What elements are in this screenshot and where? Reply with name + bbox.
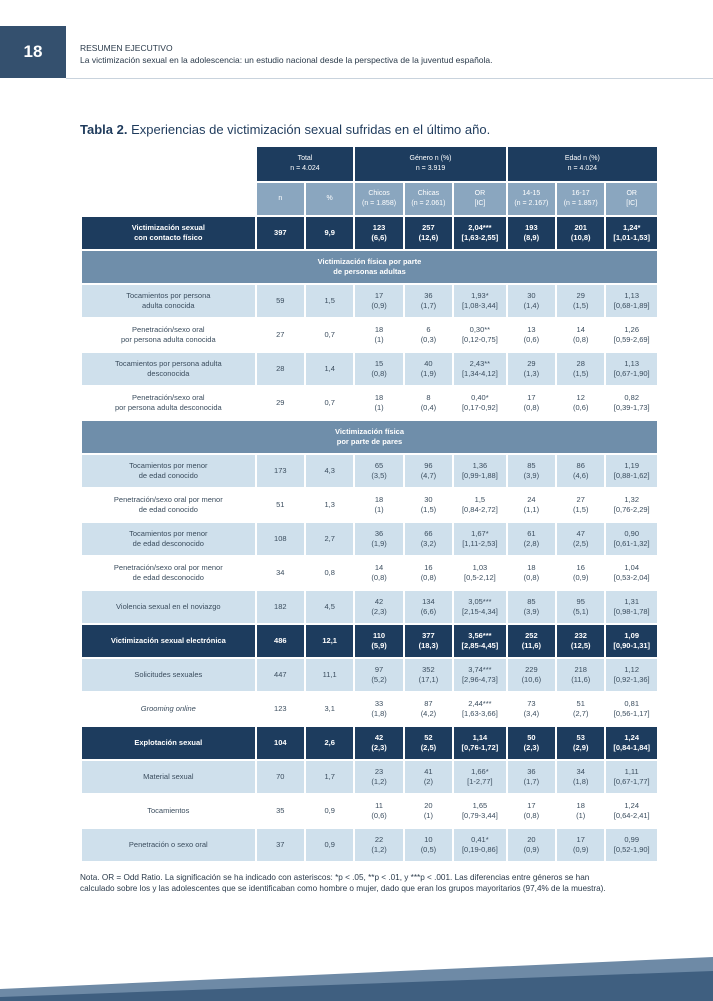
cell-total-pct: 1,3: [306, 489, 353, 521]
group-header-gender: Género n (%) n = 3.919: [355, 147, 505, 181]
cell-or-gender: 2,43** [1,34-4,12]: [454, 353, 506, 385]
cell-or-age: 1,24* [1,01-1,53]: [606, 217, 657, 249]
cell-age-16-17: 12 (0,6): [557, 387, 604, 419]
table-row: [82, 761, 657, 793]
cell-age-14-15: 30 (1,4): [508, 285, 555, 317]
cell-boys: 17 (0,9): [355, 285, 402, 317]
cell-boys: 33 (1,8): [355, 693, 402, 725]
cell-age-16-17: 16 (0,9): [557, 557, 604, 589]
cell-age-16-17: 53 (2,9): [557, 727, 604, 759]
cell-boys: 23 (1,2): [355, 761, 402, 793]
row-label: Tocamientos por persona adulta desconocida: [82, 353, 255, 385]
group-header-total: Total n = 4.024: [257, 147, 354, 181]
cell-age-16-17: 232 (12,5): [557, 625, 604, 657]
cell-total-n: 59: [257, 285, 304, 317]
cell-total-pct: 0,7: [306, 387, 353, 419]
table-row: [82, 455, 657, 487]
row-label: Penetración/sexo oral por persona adulta desconocida: [82, 387, 255, 419]
col-header-or-age: OR [IC]: [606, 183, 657, 215]
row-label: Penetración/sexo oral por menor de edad desconocido: [82, 557, 255, 589]
header-section-title: RESUMEN EJECUTIVO: [80, 43, 173, 53]
cell-girls: 20 (1): [405, 795, 452, 827]
cell-boys: 15 (0,8): [355, 353, 402, 385]
table-row: [82, 829, 657, 861]
cell-age-16-17: 86 (4,6): [557, 455, 604, 487]
running-header: [80, 42, 493, 66]
cell-boys: 42 (2,3): [355, 591, 402, 623]
cell-total-n: 28: [257, 353, 304, 385]
cell-age-16-17: 51 (2,7): [557, 693, 604, 725]
category-row: [82, 727, 657, 759]
cell-or-age: 1,11 [0,67-1,77]: [606, 761, 657, 793]
row-label: Victimización física por parte de personas adultas: [82, 251, 657, 283]
cell-age-14-15: 61 (2,8): [508, 523, 555, 555]
row-label: Penetración o sexo oral: [82, 829, 255, 861]
cell-age-14-15: 17 (0,8): [508, 795, 555, 827]
cell-or-gender: 1,93* [1,08-3,44]: [454, 285, 506, 317]
table-row: [82, 489, 657, 521]
cell-age-14-15: 18 (0,8): [508, 557, 555, 589]
cell-total-n: 29: [257, 387, 304, 419]
cell-age-16-17: 29 (1,5): [557, 285, 604, 317]
cell-boys: 22 (1,2): [355, 829, 402, 861]
cell-total-pct: 3,1: [306, 693, 353, 725]
cell-total-n: 35: [257, 795, 304, 827]
cell-or-age: 0,82 [0,39-1,73]: [606, 387, 657, 419]
cell-girls: 352 (17,1): [405, 659, 452, 691]
cell-or-gender: 1,5 [0,84-2,72]: [454, 489, 506, 521]
cell-or-age: 1,09 [0,90-1,31]: [606, 625, 657, 657]
cell-boys: 97 (5,2): [355, 659, 402, 691]
cell-total-pct: 1,7: [306, 761, 353, 793]
row-label: Penetración/sexo oral por persona adulta conocida: [82, 319, 255, 351]
table-title: [80, 122, 490, 137]
cell-girls: 40 (1,9): [405, 353, 452, 385]
col-header-age-16-17: 16-17 (n = 1.857): [557, 183, 604, 215]
cell-or-gender: 3,74*** [2,96-4,73]: [454, 659, 506, 691]
cell-age-14-15: 29 (1,3): [508, 353, 555, 385]
cell-boys: 36 (1,9): [355, 523, 402, 555]
cell-boys: 18 (1): [355, 319, 402, 351]
col-header-age-14-15: 14-15 (n = 2.167): [508, 183, 555, 215]
cell-girls: 10 (0,5): [405, 829, 452, 861]
cell-age-14-15: 36 (1,7): [508, 761, 555, 793]
cell-age-16-17: 17 (0,9): [557, 829, 604, 861]
col-header-girls: Chicas (n = 2.061): [405, 183, 452, 215]
cell-total-n: 173: [257, 455, 304, 487]
cell-girls: 30 (1,5): [405, 489, 452, 521]
cell-age-14-15: 85 (3,9): [508, 591, 555, 623]
table-row: [82, 353, 657, 385]
footer-decoration: [0, 953, 713, 1001]
subcategory-row: [82, 251, 657, 283]
column-header-row: [82, 183, 657, 215]
category-row: [82, 217, 657, 249]
cell-total-n: 51: [257, 489, 304, 521]
cell-or-age: 1,04 [0,53-2,04]: [606, 557, 657, 589]
row-label: Victimización sexual electrónica: [82, 625, 255, 657]
cell-or-gender: 0,41* [0,19-0,86]: [454, 829, 506, 861]
col-header-boys: Chicos (n = 1.858): [355, 183, 402, 215]
cell-boys: 123 (6,6): [355, 217, 402, 249]
row-label: Explotación sexual: [82, 727, 255, 759]
table-title-text: Experiencias de victimización sexual sufridas en el último año.: [127, 122, 491, 137]
table-row: [82, 557, 657, 589]
cell-total-pct: 11,1: [306, 659, 353, 691]
header-document-title: La victimización sexual en la adolescencia: un estudio nacional desde la perspectiva de la juventud española.: [80, 55, 493, 65]
table-row: [82, 319, 657, 351]
cell-or-age: 1,13 [0,68-1,89]: [606, 285, 657, 317]
cell-total-pct: 12,1: [306, 625, 353, 657]
table-row: [82, 285, 657, 317]
cell-total-n: 182: [257, 591, 304, 623]
cell-girls: 52 (2,5): [405, 727, 452, 759]
cell-girls: 16 (0,8): [405, 557, 452, 589]
cell-or-age: 1,12 [0,92-1,36]: [606, 659, 657, 691]
cell-or-age: 1,26 [0,59-2,69]: [606, 319, 657, 351]
cell-total-n: 37: [257, 829, 304, 861]
cell-total-pct: 4,3: [306, 455, 353, 487]
table-note: Nota. OR = Odd Ratio. La significación se ha indicado con asteriscos: *p < .05, **p < .01, y ***p < .001. Las diferencias entre géneros se han calculado sobre los y las adolescentes que se identificaban como hombre o mujer, dado que eran los grupos mayoritarios (97,4% de la muestra).: [80, 873, 606, 893]
cell-total-pct: 0,8: [306, 557, 353, 589]
cell-age-14-15: 20 (0,9): [508, 829, 555, 861]
cell-boys: 42 (2,3): [355, 727, 402, 759]
cell-or-age: 1,13 [0,67-1,90]: [606, 353, 657, 385]
header-divider: [66, 78, 713, 79]
cell-age-14-15: 17 (0,8): [508, 387, 555, 419]
table-row: [82, 591, 657, 623]
cell-total-pct: 0,9: [306, 795, 353, 827]
row-label: Tocamientos: [82, 795, 255, 827]
cell-total-n: 104: [257, 727, 304, 759]
cell-age-14-15: 193 (8,9): [508, 217, 555, 249]
cell-total-pct: 1,5: [306, 285, 353, 317]
row-label: Grooming online: [82, 693, 255, 725]
cell-total-n: 70: [257, 761, 304, 793]
row-label: Tocamientos por menor de edad conocido: [82, 455, 255, 487]
table-row: [82, 523, 657, 555]
category-row: [82, 625, 657, 657]
cell-age-14-15: 13 (0,6): [508, 319, 555, 351]
cell-girls: 6 (0,3): [405, 319, 452, 351]
cell-or-gender: 1,66* [1-2,77]: [454, 761, 506, 793]
row-label: Victimización sexual con contacto físico: [82, 217, 255, 249]
cell-total-pct: 0,9: [306, 829, 353, 861]
cell-age-14-15: 252 (11,6): [508, 625, 555, 657]
cell-age-16-17: 18 (1): [557, 795, 604, 827]
cell-or-gender: 1,67* [1,11-2,53]: [454, 523, 506, 555]
cell-or-age: 1,32 [0,76-2,29]: [606, 489, 657, 521]
cell-or-gender: 1,36 [0,99-1,88]: [454, 455, 506, 487]
cell-age-14-15: 229 (10,6): [508, 659, 555, 691]
cell-age-14-15: 73 (3,4): [508, 693, 555, 725]
cell-total-pct: 1,4: [306, 353, 353, 385]
cell-total-n: 447: [257, 659, 304, 691]
cell-girls: 8 (0,4): [405, 387, 452, 419]
subcategory-row: [82, 421, 657, 453]
cell-boys: 11 (0,6): [355, 795, 402, 827]
cell-or-age: 0,90 [0,61-1,32]: [606, 523, 657, 555]
cell-or-gender: 3,56*** [2,85-4,45]: [454, 625, 506, 657]
cell-or-gender: 2,44*** [1,63-3,66]: [454, 693, 506, 725]
cell-total-n: 108: [257, 523, 304, 555]
cell-boys: 18 (1): [355, 489, 402, 521]
cell-total-n: 34: [257, 557, 304, 589]
cell-or-gender: 3,05*** [2,15-4,34]: [454, 591, 506, 623]
cell-girls: 41 (2): [405, 761, 452, 793]
cell-girls: 96 (4,7): [405, 455, 452, 487]
cell-total-pct: 0,7: [306, 319, 353, 351]
cell-or-age: 0,81 [0,56-1,17]: [606, 693, 657, 725]
cell-or-gender: 0,40* [0,17-0,92]: [454, 387, 506, 419]
cell-age-16-17: 14 (0,8): [557, 319, 604, 351]
cell-total-n: 486: [257, 625, 304, 657]
cell-age-16-17: 218 (11,6): [557, 659, 604, 691]
cell-total-n: 123: [257, 693, 304, 725]
cell-age-14-15: 85 (3,9): [508, 455, 555, 487]
cell-age-16-17: 95 (5,1): [557, 591, 604, 623]
cell-boys: 65 (3,5): [355, 455, 402, 487]
cell-or-age: 1,24 [0,84-1,84]: [606, 727, 657, 759]
cell-age-16-17: 28 (1,5): [557, 353, 604, 385]
col-header-or-gender: OR [IC]: [454, 183, 506, 215]
cell-or-age: 1,19 [0,88-1,62]: [606, 455, 657, 487]
cell-or-age: 0,99 [0,52-1,90]: [606, 829, 657, 861]
row-label: Material sexual: [82, 761, 255, 793]
cell-or-age: 1,31 [0,98-1,78]: [606, 591, 657, 623]
row-label: Tocamientos por persona adulta conocida: [82, 285, 255, 317]
cell-girls: 377 (18,3): [405, 625, 452, 657]
cell-total-pct: 4,5: [306, 591, 353, 623]
cell-age-16-17: 27 (1,5): [557, 489, 604, 521]
cell-or-gender: 1,03 [0,5-2,12]: [454, 557, 506, 589]
col-header-n: n: [257, 183, 304, 215]
row-label: Victimización física por parte de pares: [82, 421, 657, 453]
cell-total-n: 27: [257, 319, 304, 351]
col-header-pct: %: [306, 183, 353, 215]
group-header-age: Edad n (%) n = 4.024: [508, 147, 657, 181]
table-title-label: Tabla 2.: [80, 122, 128, 137]
cell-or-gender: 1,14 [0,76-1,72]: [454, 727, 506, 759]
cell-age-14-15: 50 (2,3): [508, 727, 555, 759]
cell-age-16-17: 34 (1,8): [557, 761, 604, 793]
cell-girls: 257 (12,6): [405, 217, 452, 249]
group-header-row: [82, 147, 657, 181]
cell-boys: 14 (0,8): [355, 557, 402, 589]
cell-total-pct: 2,7: [306, 523, 353, 555]
table-row: [82, 659, 657, 691]
row-label: Violencia sexual en el noviazgo: [82, 591, 255, 623]
page-number: 18: [0, 26, 66, 78]
cell-age-14-15: 24 (1,1): [508, 489, 555, 521]
cell-girls: 87 (4,2): [405, 693, 452, 725]
cell-girls: 66 (3,2): [405, 523, 452, 555]
cell-age-16-17: 47 (2,5): [557, 523, 604, 555]
cell-total-n: 397: [257, 217, 304, 249]
cell-boys: 110 (5,9): [355, 625, 402, 657]
cell-or-age: 1,24 [0,64-2,41]: [606, 795, 657, 827]
table-row: [82, 795, 657, 827]
cell-girls: 36 (1,7): [405, 285, 452, 317]
cell-girls: 134 (6,6): [405, 591, 452, 623]
cell-or-gender: 2,04*** [1,63-2,55]: [454, 217, 506, 249]
row-label: Tocamientos por menor de edad desconocido: [82, 523, 255, 555]
victimization-table: [80, 145, 659, 863]
table-row: [82, 387, 657, 419]
cell-total-pct: 2,6: [306, 727, 353, 759]
table-row: [82, 693, 657, 725]
cell-or-gender: 0,30** [0,12-0,75]: [454, 319, 506, 351]
cell-boys: 18 (1): [355, 387, 402, 419]
cell-or-gender: 1,65 [0,79-3,44]: [454, 795, 506, 827]
row-label: Penetración/sexo oral por menor de edad conocido: [82, 489, 255, 521]
footer-wave-shape: [0, 953, 713, 1001]
row-label: Solicitudes sexuales: [82, 659, 255, 691]
cell-total-pct: 9,9: [306, 217, 353, 249]
cell-age-16-17: 201 (10,8): [557, 217, 604, 249]
